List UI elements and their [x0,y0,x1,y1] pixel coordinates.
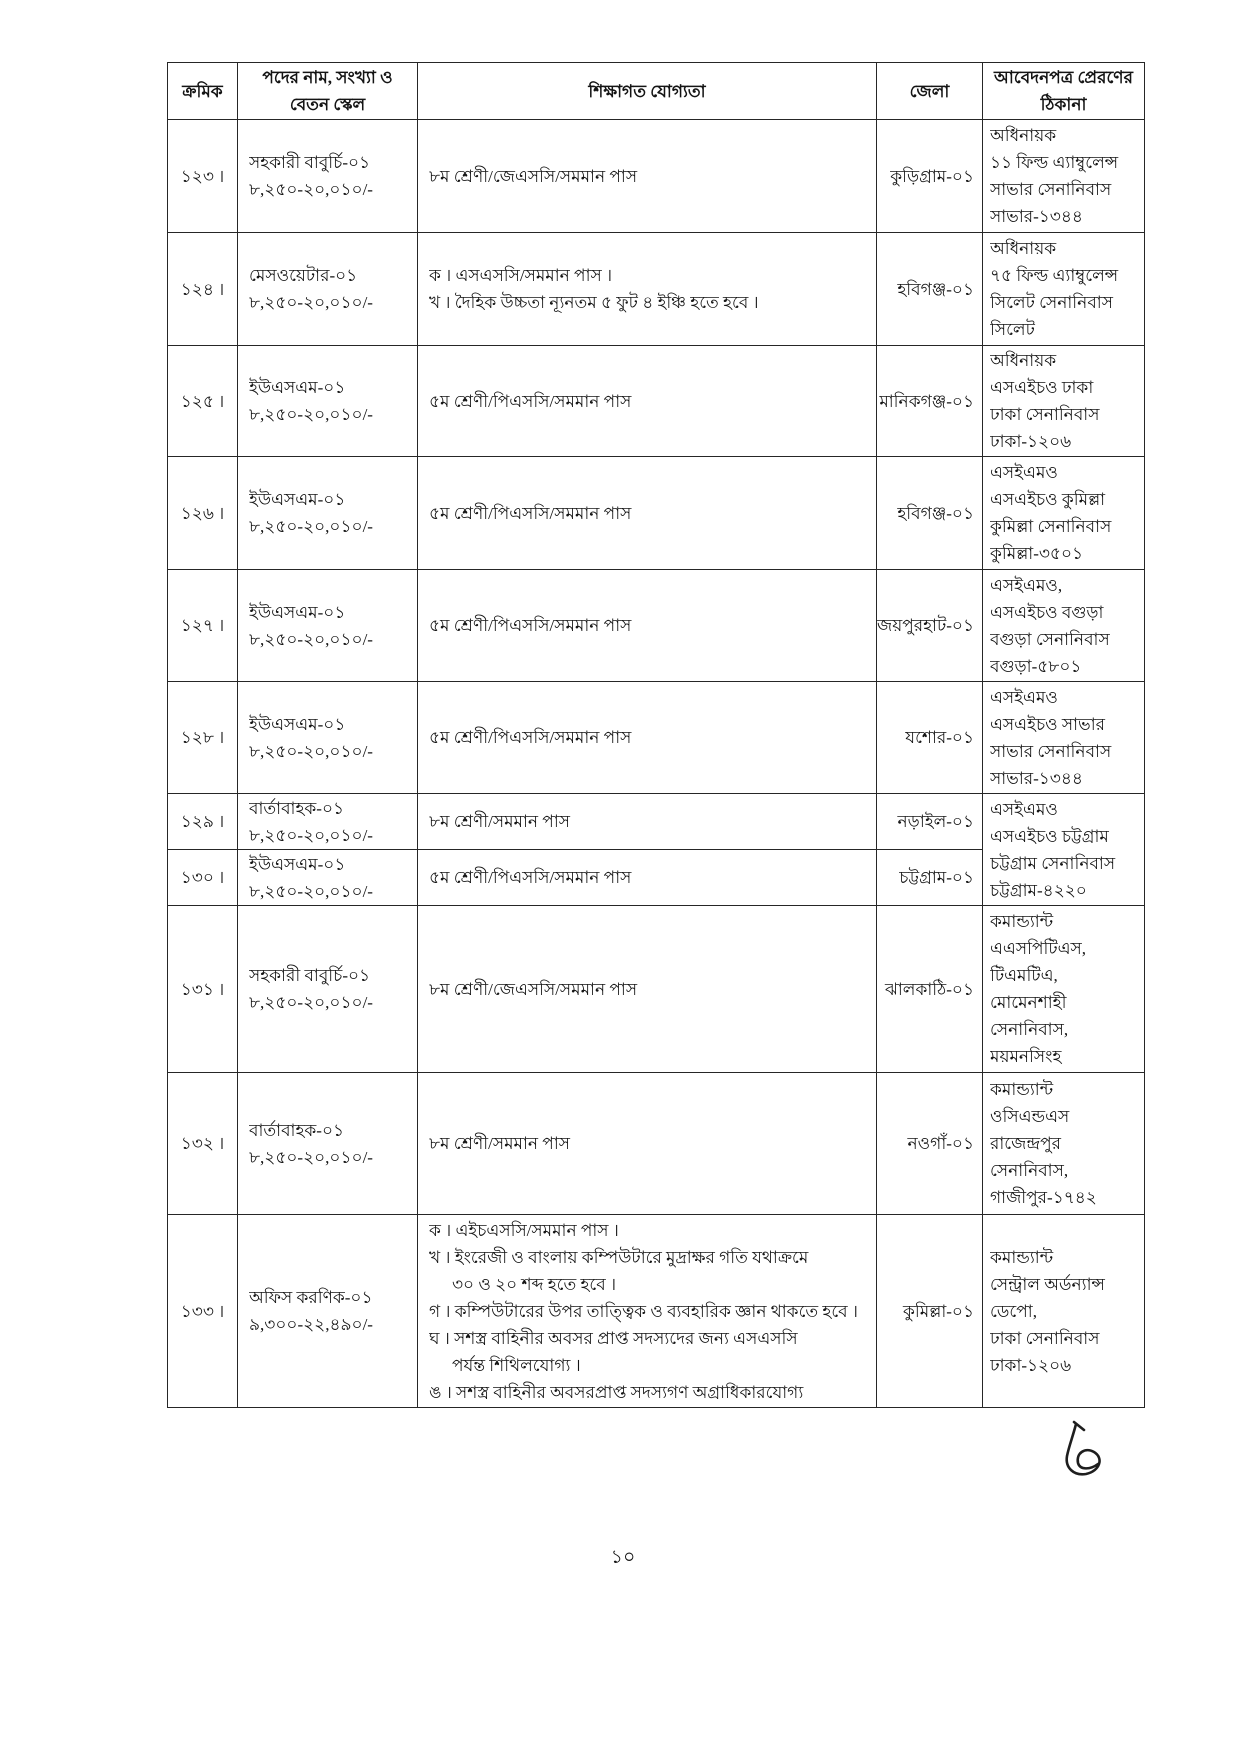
pay-scale: ৮,২৫০-২০,০১০/- [249,741,373,761]
post-title: ইউএসএম-০১ [249,602,346,622]
district-cell: কুমিল্লা-০১ [877,1215,983,1408]
post-title: অফিস করণিক-০১ [249,1288,373,1307]
qualification-cell [418,794,877,850]
qualification-line: পর্যন্ত শিথিলযোগ্য । [452,1355,581,1375]
post-title: বার্তাবাহক-০১ [249,798,345,818]
header-district: জেলা [877,63,983,120]
address-line: ডেপো, [990,1301,1037,1321]
qualification-line: ৮ম শ্রেণী/জেএসসি/সমমান পাস [429,166,638,186]
serial-cell: ১২৮ । [168,682,238,794]
address-cell [983,120,1145,233]
serial-cell: ১২৫ । [168,346,238,457]
pay-scale: ৮,২৫০-২০,০১০/- [249,517,373,536]
address-line: অধিনায়ক [990,126,1057,145]
address-line: এসইএমও, [990,575,1063,595]
qualification-cell [418,906,877,1073]
table-row [168,457,1145,570]
header-address-line: আবেদনপত্র প্রেরণের [994,68,1133,87]
address-line: ঢাকা সেনানিবাস [990,405,1100,424]
address-cell [983,1073,1145,1215]
signature [1054,1418,1116,1480]
post-cell [238,794,418,850]
district-cell: ঝালকাঠি-০১ [877,906,983,1073]
qualification-line: গ । কম্পিউটারের উপর তাত্ত্বিক ও ব্যবহারিক জ্ঞান থাকতে হবে । [429,1301,858,1321]
serial-cell: ১২৩ । [168,120,238,233]
address-line: অধিনায়ক [990,239,1057,258]
header-post-line: পদের নাম, সংখ্যা ও [262,68,393,87]
post-cell [238,233,418,346]
address-line: সাভার সেনানিবাস [990,741,1112,761]
table-row [168,1073,1145,1215]
address-cell [983,794,1145,906]
address-line: ৭৫ ফিল্ড এ্যাম্বুলেন্স [990,266,1119,285]
qualification-cell [418,346,877,457]
post-cell [238,346,418,457]
post-title: সহকারী বাবুর্চি-০১ [249,153,371,172]
pay-scale: ৮,২৫০-২০,০১০/- [249,180,373,199]
district-cell: নড়াইল-০১ [877,794,983,850]
serial-cell: ১৩২ । [168,1073,238,1215]
post-title: মেসওয়েটার-০১ [249,266,358,285]
serial-cell: ১৩০ । [168,850,238,906]
address-line: সেনানিবাস, [990,1020,1069,1039]
serial-cell: ১৩১ । [168,906,238,1073]
address-line: চট্টগ্রাম সেনানিবাস [990,853,1116,873]
qualification-line: ঙ । সশস্ত্র বাহিনীর অবসরপ্রাপ্ত সদস্যগণ অগ্রাধিকারযোগ্য [429,1382,804,1402]
pay-scale: ৮,২৫০-২০,০১০/- [249,825,373,845]
address-line: এসএইচও বগুড়া [990,602,1104,622]
qualification-cell [418,1073,877,1215]
address-line: ঢাকা-১২০৬ [990,432,1072,451]
qualification-line: খ । ইংরেজী ও বাংলায় কম্পিউটারে মুদ্রাক্ষর গতি যথাক্রমে [429,1247,809,1267]
qualification-line: ৫ম শ্রেণী/পিএসসি/সমমান পাস [429,391,632,411]
address-line: গাজীপুর-১৭৪২ [990,1188,1097,1207]
address-line: এসএইচও চট্টগ্রাম [990,826,1109,846]
address-line: টিএমটিএ, [990,966,1058,985]
qualification-cell [418,1215,877,1408]
pay-scale: ৮,২৫০-২০,০১০/- [249,1147,373,1167]
address-cell [983,457,1145,570]
table-row [168,346,1145,457]
address-cell [983,346,1145,457]
pay-scale: ৮,২৫০-২০,০১০/- [249,993,373,1012]
address-line: সিলেট সেনানিবাস [990,293,1113,312]
qualification-line: ৮ম শ্রেণী/সমমান পাস [429,812,570,831]
qualification-line: ৫ম শ্রেণী/পিএসসি/সমমান পাস [429,728,632,747]
header-qualification: শিক্ষাগত যোগ্যতা [418,63,877,120]
post-cell [238,850,418,906]
page-number: ১০ [610,1547,636,1568]
table-row [168,794,1145,850]
address-line: সেনানিবাস, [990,1161,1069,1180]
header-address-line: ঠিকানা [1040,95,1087,114]
district-cell: জয়পুরহাট-০১ [877,570,983,682]
address-line: ময়মনসিংহ [990,1047,1062,1066]
address-line: এসএইচও ঢাকা [990,378,1094,397]
address-line: এসইএমও [990,687,1058,707]
district-cell: যশোর-০১ [877,682,983,794]
qualification-line: খ । দৈহিক উচ্চতা ন্যূনতম ৫ ফুট ৪ ইঞ্চি হতে হবে । [429,293,759,312]
qualification-cell [418,120,877,233]
address-line: সাভার-১৩৪৪ [990,207,1083,226]
post-cell [238,570,418,682]
qualification-cell [418,457,877,570]
district-cell: মানিকগঞ্জ-০১ [877,346,983,457]
post-cell [238,457,418,570]
table-row [168,570,1145,682]
address-cell [983,1215,1145,1408]
post-cell [238,1215,418,1408]
table-row [168,1215,1145,1408]
post-title: ইউএসএম-০১ [249,378,346,397]
address-line: সাভার সেনানিবাস [990,180,1112,199]
header-address [983,63,1145,120]
post-cell [238,1073,418,1215]
address-line: অধিনায়ক [990,351,1057,370]
post-title: সহকারী বাবুর্চি-০১ [249,966,371,985]
header-post [238,63,418,120]
table-row [168,682,1145,794]
post-title: ইউএসএম-০১ [249,854,346,874]
district-cell: কুড়িগ্রাম-০১ [877,120,983,233]
pay-scale: ৮,২৫০-২০,০১০/- [249,293,373,312]
address-line: সাভার-১৩৪৪ [990,768,1083,788]
qualification-cell [418,850,877,906]
qualification-line: ক । এসএসসি/সমমান পাস । [429,266,613,285]
serial-cell: ১৩৩ । [168,1215,238,1408]
address-line: ঢাকা-১২০৬ [990,1355,1072,1375]
address-cell [983,233,1145,346]
address-line: কুমিল্লা-৩৫০১ [990,544,1084,563]
serial-cell: ১২৬ । [168,457,238,570]
address-line: সিলেট [990,320,1035,339]
district-cell: হবিগঞ্জ-০১ [877,233,983,346]
address-line: এসএইচও কুমিল্লা [990,490,1106,509]
address-cell [983,682,1145,794]
table-header-row [168,63,1145,120]
post-title: বার্তাবাহক-০১ [249,1120,345,1140]
table-row [168,120,1145,233]
qualification-line: ৫ম শ্রেণী/পিএসসি/সমমান পাস [429,503,632,523]
post-cell [238,906,418,1073]
qualification-cell [418,682,877,794]
address-line: এসইএমও [990,463,1058,482]
address-line: বগুড়া-৫৮০১ [990,656,1082,676]
address-line: সেন্ট্রাল অর্ডন্যান্স [990,1274,1105,1294]
post-title: ইউএসএম-০১ [249,490,346,509]
pay-scale: ৮,২৫০-২০,০১০/- [249,629,373,649]
address-line: কমান্ড্যান্ট [990,1247,1054,1267]
header-post-line: বেতন স্কেল [289,95,366,114]
address-line: কমান্ড্যান্ট [990,1080,1054,1099]
qualification-line: ৩০ ও ২০ শব্দ হতে হবে । [452,1274,617,1294]
district-cell: চট্টগ্রাম-০১ [877,850,983,906]
header-serial: ক্রমিক [168,63,238,120]
qualification-line: ৮ম শ্রেণী/জেএসসি/সমমান পাস [429,979,638,999]
serial-cell: ১২৯ । [168,794,238,850]
address-line: কুমিল্লা সেনানিবাস [990,517,1112,536]
address-line: ১১ ফিল্ড এ্যাম্বুলেন্স [990,153,1119,172]
address-line: মোমেনশাহী [990,993,1067,1012]
qualification-line: ক । এইচএসসি/সমমান পাস । [429,1220,619,1240]
table-row [168,233,1145,346]
qualification-cell [418,233,877,346]
table-row [168,906,1145,1073]
vacancy-table [167,62,1145,1408]
address-line: কমান্ড্যান্ট [990,912,1054,931]
pay-scale: ৯,৩০০-২২,৪৯০/- [249,1315,373,1334]
address-line: ঢাকা সেনানিবাস [990,1328,1100,1348]
post-title: ইউএসএম-০১ [249,714,346,734]
post-cell [238,120,418,233]
address-line: ওসিএন্ডএস [990,1107,1070,1126]
pay-scale: ৮,২৫০-২০,০১০/- [249,881,373,901]
qualification-line: ৫ম শ্রেণী/পিএসসি/সমমান পাস [429,616,632,635]
serial-cell: ১২৭ । [168,570,238,682]
serial-cell: ১২৪ । [168,233,238,346]
address-line: রাজেন্দ্রপুর [990,1134,1061,1153]
pay-scale: ৮,২৫০-২০,০১০/- [249,405,373,424]
address-line: এসইএমও [990,799,1058,819]
qualification-line: ৮ম শ্রেণী/সমমান পাস [429,1134,570,1153]
address-line: এসএইচও সাভার [990,714,1105,734]
address-line: বগুড়া সেনানিবাস [990,629,1110,649]
address-cell [983,570,1145,682]
district-cell: হবিগঞ্জ-০১ [877,457,983,570]
district-cell: নওগাঁ-০১ [877,1073,983,1215]
qualification-cell [418,570,877,682]
post-cell [238,682,418,794]
address-line: চট্টগ্রাম-৪২২০ [990,880,1087,900]
address-cell [983,906,1145,1073]
qualification-line: ঘ । সশস্ত্র বাহিনীর অবসর প্রাপ্ত সদস্যদের জন্য এসএসসি [429,1328,798,1348]
address-line: এএসপিটিএস, [990,939,1087,958]
qualification-line: ৫ম শ্রেণী/পিএসসি/সমমান পাস [429,868,632,887]
